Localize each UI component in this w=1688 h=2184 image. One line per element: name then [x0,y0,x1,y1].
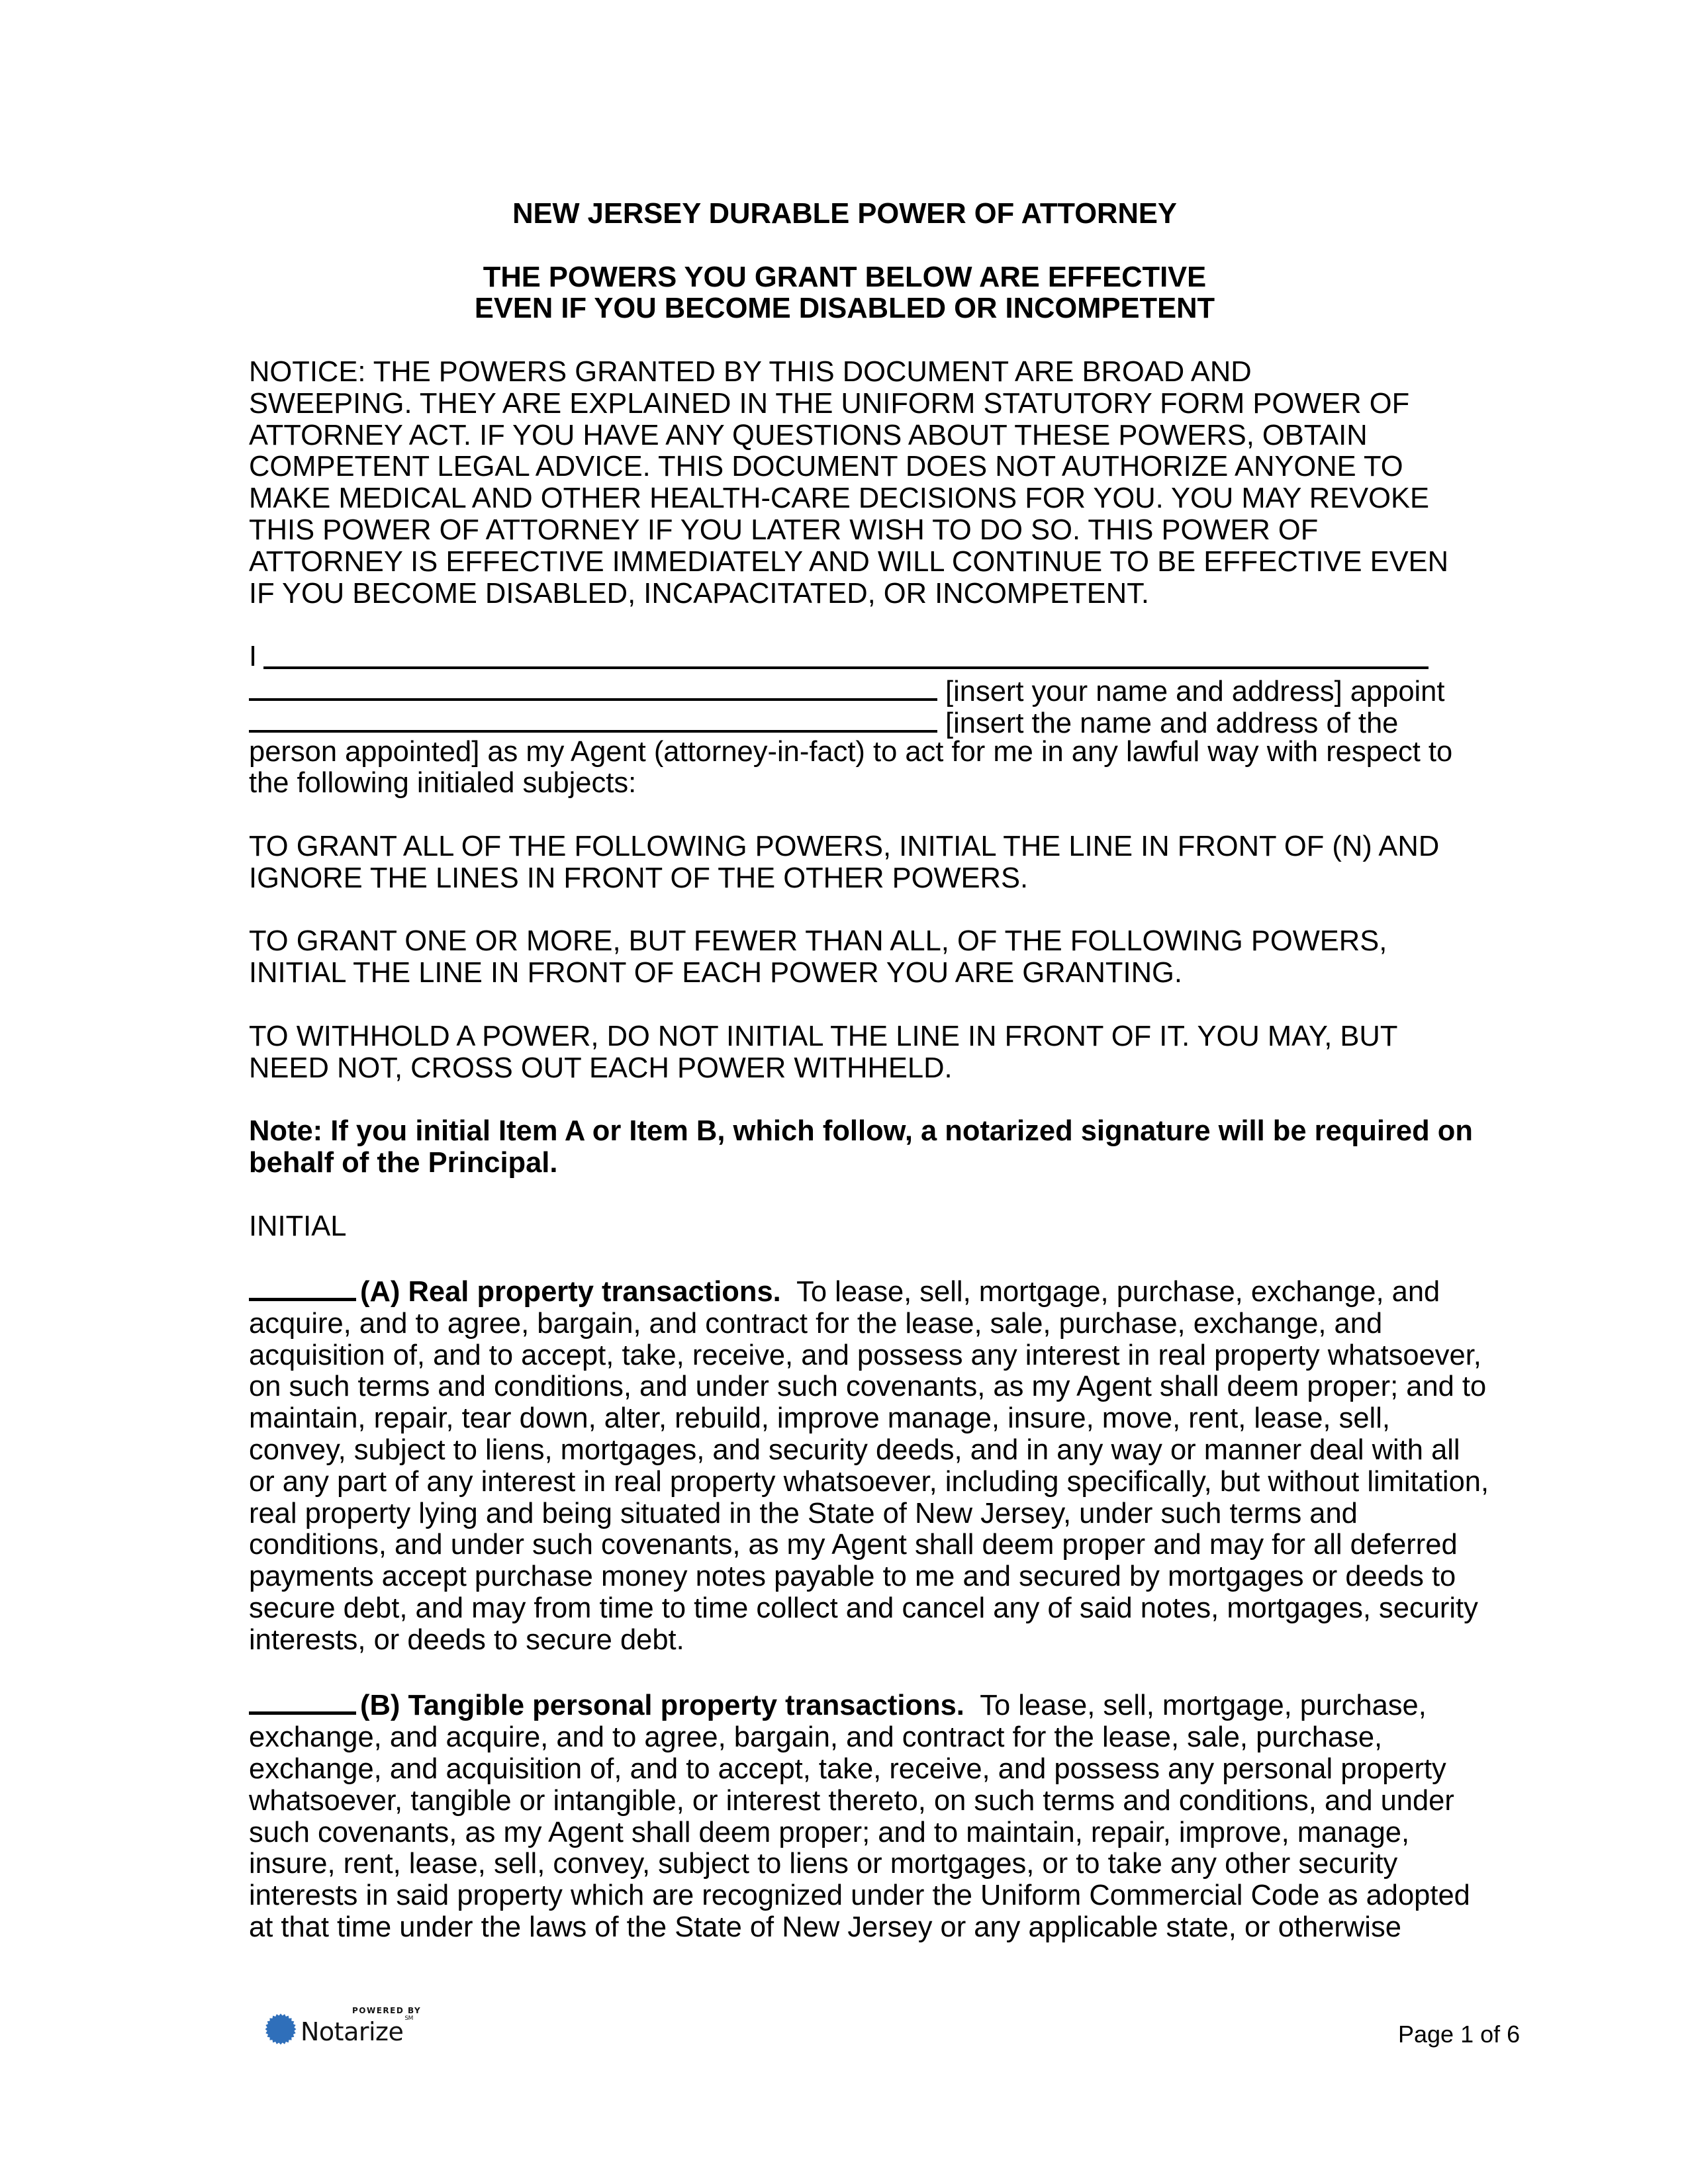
item-line: maintain, repair, tear down, alter, rebuild, improve manage, insure, move, rent, lease, sell, [249,1402,1390,1435]
notice-line: COMPETENT LEGAL ADVICE. THIS DOCUMENT DOES NOT AUTHORIZE ANYONE TO [249,451,1403,483]
item-line: secure debt, and may from time to time collect and cancel any of said notes, mortgages, security [249,1592,1478,1625]
note-line: Note: If you initial Item A or Item B, which follow, a notarized signature will be required on [249,1115,1473,1148]
item-line: or any part of any interest in real property whatsoever, including specifically, but without limitation, [249,1465,1489,1498]
item-line: interests, or deeds to secure debt. [249,1623,684,1656]
notice-line: IF YOU BECOME DISABLED, INCAPACITATED, OR INCOMPETENT. [249,577,1149,610]
item-line: acquire, and to agree, bargain, and contract for the lease, sale, purchase, exchange, and [249,1307,1383,1340]
item-line: interests in said property which are recognized under the Uniform Commercial Code as adopted [249,1880,1470,1912]
service-mark: SM [404,2015,413,2022]
principal-field-label: [insert your name and address] appoint [945,675,1445,707]
notarize-brand [301,2016,413,2048]
agent-name-field[interactable] [249,705,937,733]
principal-address-field[interactable] [249,673,937,701]
notice-line: ATTORNEY ACT. IF YOU HAVE ANY QUESTIONS ABOUT THESE POWERS, OBTAIN [249,419,1368,451]
notice-line: SWEEPING. THEY ARE EXPLAINED IN THE UNIFORM STATUTORY FORM POWER OF [249,387,1410,420]
notarization-note [249,1115,1473,1179]
item-line: such covenants, as my Agent shall deem proper; and to maintain, repair, improve, manage, [249,1816,1410,1848]
appointment-prefix: I [249,641,258,673]
notice-line: NOTICE: THE POWERS GRANTED BY THIS DOCUMENT ARE BROAD AND [249,355,1252,388]
item-line: exchange, and acquisition of, and to accept, take, receive, and possess any personal property [249,1753,1446,1786]
notice-line: ATTORNEY IS EFFECTIVE IMMEDIATELY AND WILL CONTINUE TO BE EFFECTIVE EVEN [249,545,1449,578]
item-text: To lease, sell, mortgage, purchase, exchange, and [780,1276,1440,1308]
instruction-line: TO WITHHOLD A POWER, DO NOT INITIAL THE LINE IN FRONT OF IT. YOU MAY, BUT [249,1020,1398,1052]
instruction-grant-all [249,831,1440,895]
initial-field-b[interactable] [249,1688,356,1715]
subtitle-line: THE POWERS YOU GRANT BELOW ARE EFFECTIVE [483,261,1207,293]
instruction-grant-some [249,926,1440,989]
item-line: at that time under the laws of the State of New Jersey or any applicable state, or otherwise [249,1911,1401,1944]
power-item-b [249,1688,1470,1944]
power-item-a [249,1274,1489,1657]
subtitle-line: EVEN IF YOU BECOME DISABLED OR INCOMPETENT [474,293,1215,325]
instruction-line: INITIAL THE LINE IN FRONT OF EACH POWER YOU ARE GRANTING. [249,957,1182,989]
notice-paragraph [249,355,1449,610]
appointment-line: the following initialed subjects: [249,767,637,799]
item-line: insure, rent, lease, sell, convey, subject to liens or mortgages, or to take any other security [249,1848,1398,1880]
document-subtitle [249,262,1440,326]
instruction-withhold [249,1021,1440,1085]
document-body [249,198,1489,1976]
instruction-line: TO GRANT ONE OR MORE, BUT FEWER THAN ALL, OF THE FOLLOWING POWERS, [249,925,1387,958]
notarize-seal-icon [265,2013,297,2045]
appointment-line: person appointed] as my Agent (attorney-in-fact) to act for me in any lawful way with respect to [249,735,1453,768]
item-line: real property lying and being situated in the State of New Jersey, under such terms and [249,1497,1358,1529]
item-line: convey, subject to liens, mortgages, and security deeds, and in any way or manner deal with all [249,1434,1460,1467]
item-line: acquisition of, and to accept, take, receive, and possess any interest in real property whatsoever, [249,1339,1481,1371]
instruction-line: NEED NOT, CROSS OUT EACH POWER WITHHELD. [249,1052,953,1084]
item-line: whatsoever, tangible or intangible, or interest thereto, on such terms and conditions, and under [249,1784,1454,1817]
document-title: NEW JERSEY DURABLE POWER OF ATTORNEY [512,198,1177,230]
powered-by-label: POWERED BY [352,2006,422,2015]
principal-name-field[interactable] [263,641,1429,669]
item-line: conditions, and under such covenants, as my Agent shall deem proper and may for all deferred [249,1529,1458,1561]
brand-name: Notarize [301,2017,404,2046]
appointment-paragraph [249,641,1453,799]
agent-field-label: [insert the name and address of the [945,707,1399,739]
item-line: payments accept purchase money notes payable to me and secured by mortgages or deeds to [249,1561,1456,1593]
notice-line: THIS POWER OF ATTORNEY IF YOU LATER WISH TO DO SO. THIS POWER OF [249,514,1319,546]
item-line: exchange, and acquire, and to agree, bargain, and contract for the lease, sale, purchase, [249,1721,1383,1754]
note-line: behalf of the Principal. [249,1146,558,1179]
initial-heading: INITIAL [249,1210,347,1242]
notarize-logo [265,2005,421,2048]
item-line: on such terms and conditions, and under such covenants, as my Agent shall deem proper; and to [249,1371,1487,1403]
instruction-line: TO GRANT ALL OF THE FOLLOWING POWERS, INITIAL THE LINE IN FRONT OF (N) AND [249,830,1440,862]
item-heading: (A) Real property transactions. [360,1276,781,1308]
notice-line: MAKE MEDICAL AND OTHER HEALTH-CARE DECISIONS FOR YOU. YOU MAY REVOKE [249,482,1430,515]
item-heading: (B) Tangible personal property transactions. [360,1690,964,1722]
item-text: To lease, sell, mortgage, purchase, [964,1690,1427,1722]
instruction-line: IGNORE THE LINES IN FRONT OF THE OTHER POWERS. [249,862,1029,894]
page-number: Page 1 of 6 [1398,2021,1521,2048]
logo-text [301,2005,421,2048]
initial-field-a[interactable] [249,1274,356,1301]
